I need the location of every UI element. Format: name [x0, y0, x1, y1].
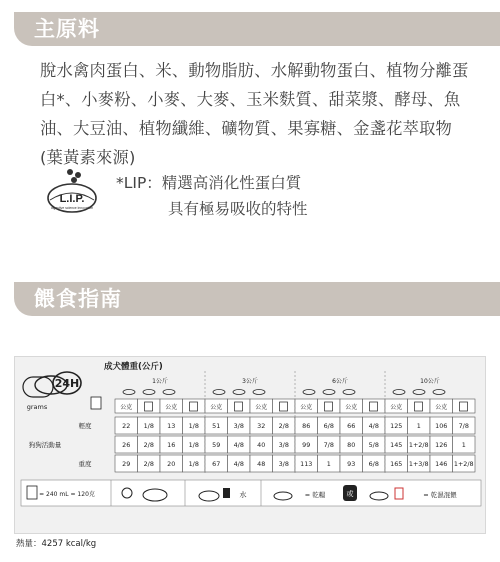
data-value: 3/8: [278, 460, 289, 468]
data-value: 59: [212, 441, 221, 449]
data-value: 1/8: [143, 422, 154, 430]
data-value: 6/8: [323, 422, 334, 430]
unit-gram: 公克: [300, 404, 313, 411]
unit-gram: 公克: [255, 404, 268, 411]
data-value: 1/8: [188, 441, 199, 449]
unit-gram: 公克: [345, 404, 358, 411]
mini-bowl-icon: [413, 390, 425, 395]
data-value: 26: [122, 441, 131, 449]
lip-line-2: 具有極易吸收的特性: [168, 200, 308, 218]
data-value: 32: [257, 422, 266, 430]
feeding-guide-svg: [15, 357, 487, 535]
activity-label: 狗狗活動量: [28, 441, 62, 449]
data-value: 3/8: [233, 422, 244, 430]
data-value: 1+3/8: [408, 460, 429, 468]
cup-small-icon: [190, 402, 198, 411]
feeding-heading: 餵食指南: [14, 282, 500, 316]
unit-gram: 公克: [390, 404, 403, 411]
unit-gram: 公克: [165, 404, 178, 411]
cup-small-icon: [460, 402, 468, 411]
unit-gram: 公克: [120, 404, 133, 411]
data-value: 4/8: [233, 460, 244, 468]
data-value: 2/8: [143, 441, 154, 449]
row-label-2: 重度: [78, 460, 92, 468]
data-value: 13: [167, 422, 176, 430]
kcal-label: 熱量：4257 kcal/kg: [16, 539, 97, 549]
data-value: 86: [302, 422, 311, 430]
legend-water: 水: [239, 491, 247, 499]
data-value: 93: [347, 460, 356, 468]
data-value: 113: [300, 460, 313, 468]
unit-gram: 公克: [435, 404, 448, 411]
data-value: 146: [435, 460, 448, 468]
feeding-guide-table: [14, 356, 486, 534]
legend-cup-icon: [27, 486, 37, 499]
data-value: 5/8: [368, 441, 379, 449]
cup-note: = 240 mL = 120克: [39, 491, 95, 498]
data-value: 2/8: [278, 422, 289, 430]
data-value: 66: [347, 422, 356, 430]
data-value: 16: [167, 441, 176, 449]
mini-bowl-icon: [163, 390, 175, 395]
data-value: 20: [167, 460, 176, 468]
mini-bowl-icon: [213, 390, 225, 395]
data-value: 67: [212, 460, 221, 468]
weight-header: 6公斤: [332, 378, 348, 385]
cup-small-icon: [325, 402, 333, 411]
data-value: 99: [302, 441, 311, 449]
lip-description: [116, 170, 308, 222]
weight-header: 3公斤: [242, 378, 258, 385]
ingredients-text: 脫水禽肉蛋白、米、動物脂肪、水解動物蛋白、植物分離蛋白*、小麥粉、小麥、大麥、玉米麩質、甜菜漿、酵母、魚油、大豆油、植物纖維、礦物質、果寡糖、金盞花萃取物 (葉黃素來源): [40, 61, 469, 167]
cup-small-icon: [370, 402, 378, 411]
data-value: 22: [122, 422, 131, 430]
mini-bowl-icon: [233, 390, 245, 395]
legend-mix: = 乾濕混餵: [423, 491, 457, 499]
data-value: 126: [435, 441, 448, 449]
legend-or: 或: [346, 490, 354, 498]
row-label-0: 輕度: [78, 422, 92, 430]
cup-small-icon: [415, 402, 423, 411]
lip-logo-icon: [40, 166, 104, 218]
cup-small-icon: [235, 402, 243, 411]
data-value: 1: [461, 441, 466, 449]
data-value: 1+2/8: [453, 460, 474, 468]
weight-header: 1公斤: [152, 378, 168, 385]
data-value: 1: [416, 422, 421, 430]
h24-label: 24H: [54, 377, 80, 390]
data-value: 6/8: [368, 460, 379, 468]
mini-bowl-icon: [323, 390, 335, 395]
cup-icon: [91, 397, 101, 409]
mini-bowl-icon: [143, 390, 155, 395]
ingredients-heading: 主原料: [14, 12, 500, 46]
data-value: 3/8: [278, 441, 289, 449]
grams-label: grams: [26, 403, 48, 411]
data-value: 106: [435, 422, 448, 430]
data-value: 29: [122, 460, 131, 468]
data-value: 51: [212, 422, 221, 430]
data-value: 2/8: [143, 460, 154, 468]
data-value: 1: [326, 460, 331, 468]
mini-bowl-icon: [303, 390, 315, 395]
data-value: 145: [390, 441, 403, 449]
data-value: 7/8: [458, 422, 469, 430]
lip-line-1: *LIP：精選高消化性蛋白質: [116, 174, 302, 192]
cup-small-icon: [145, 402, 153, 411]
svg-text:L.I.P.: L.I.P.: [59, 193, 85, 205]
data-value: 7/8: [323, 441, 334, 449]
mini-bowl-icon: [433, 390, 445, 395]
mini-bowl-icon: [343, 390, 355, 395]
data-value: 1/8: [188, 460, 199, 468]
mini-bowl-icon: [253, 390, 265, 395]
data-value: 125: [390, 422, 403, 430]
data-value: 80: [347, 441, 356, 449]
cup-small-icon: [280, 402, 288, 411]
mini-bowl-icon: [123, 390, 135, 395]
weight-header: 10公斤: [420, 378, 440, 385]
data-value: 1/8: [188, 422, 199, 430]
mini-bowl-icon: [393, 390, 405, 395]
data-value: 48: [257, 460, 266, 468]
data-value: 165: [390, 460, 403, 468]
unit-gram: 公克: [210, 404, 223, 411]
data-value: 4/8: [368, 422, 379, 430]
legend-dry: = 乾糧: [304, 491, 326, 499]
data-value: 4/8: [233, 441, 244, 449]
data-value: 1+2/8: [408, 441, 429, 449]
can-icon: [395, 488, 403, 499]
feeding-title: 成犬體重(公斤): [104, 362, 163, 372]
data-value: 40: [257, 441, 266, 449]
faucet-icon: [223, 488, 230, 498]
svg-text:digestive science innovation: digestive science innovation: [50, 206, 94, 210]
